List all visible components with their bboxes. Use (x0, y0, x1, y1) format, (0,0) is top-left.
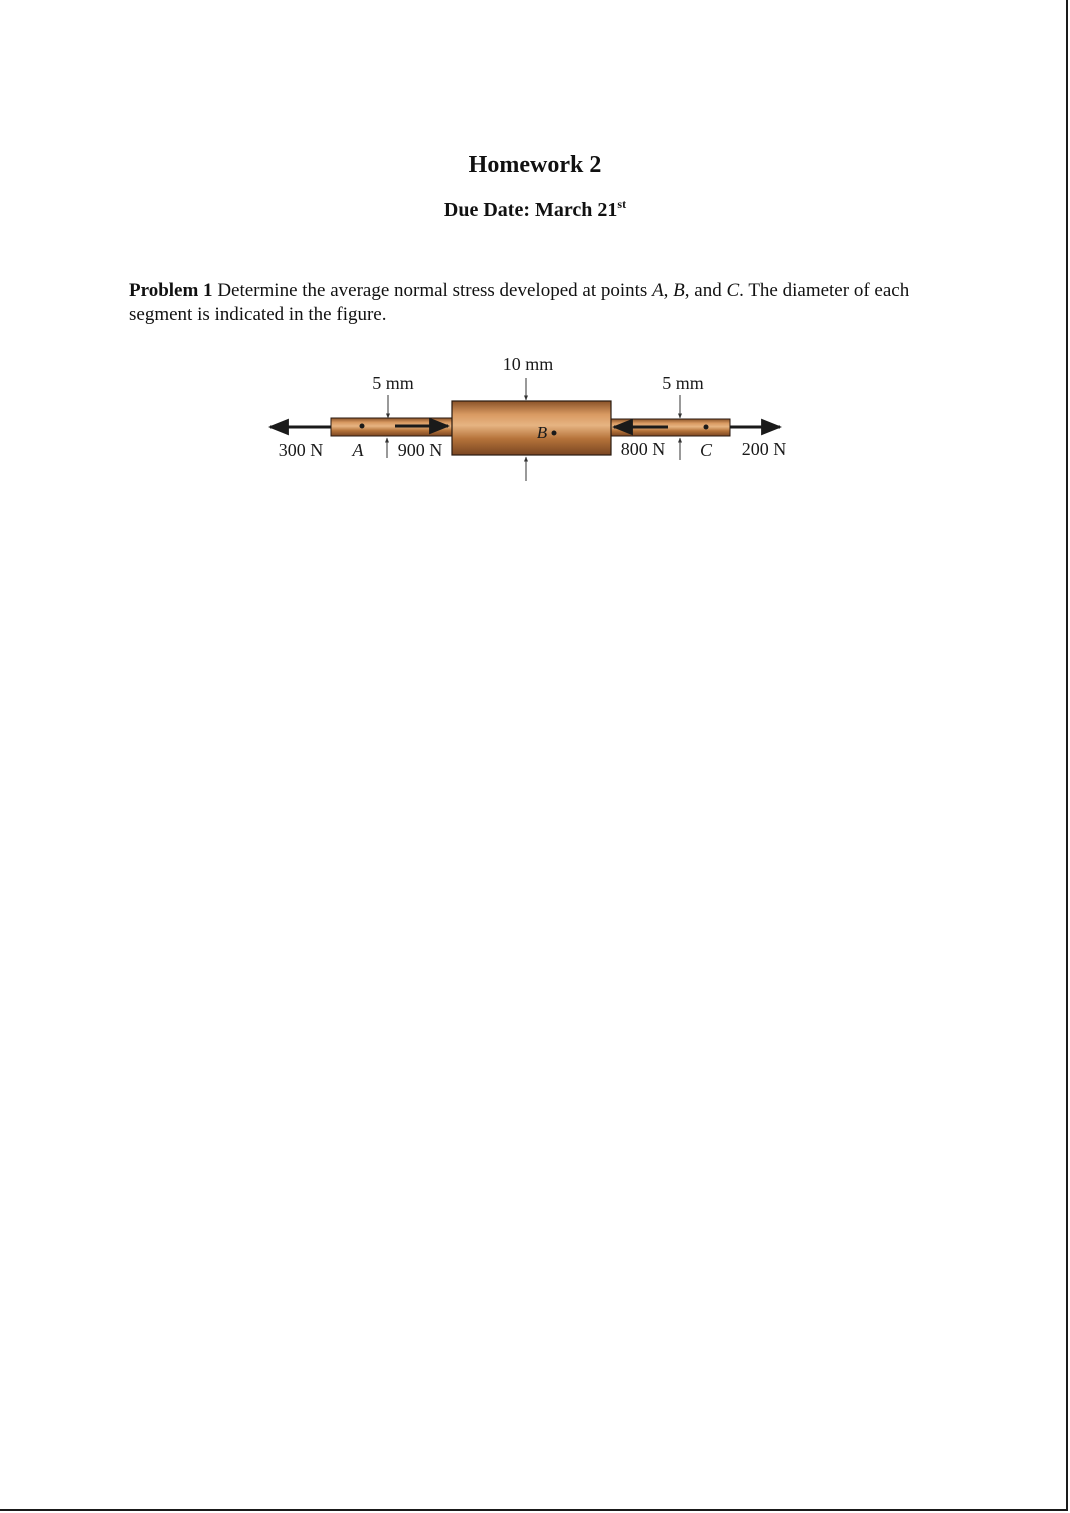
page-title: Homework 2 (468, 152, 602, 178)
middle-rod-segment (452, 401, 611, 455)
due-date-text: Due Date: March 21 (443, 199, 618, 221)
point-c-dot (704, 425, 709, 430)
point-b-ref: B (673, 280, 685, 301)
point-b-label: B (536, 423, 548, 442)
force-left-label: 300 N (278, 440, 324, 460)
page-edge-bottom (0, 1509, 1068, 1511)
problem-sep-2: , and (684, 280, 727, 301)
due-date-suffix: st (617, 197, 627, 211)
point-c-label: C (699, 440, 713, 460)
problem-label: Problem 1 (129, 280, 213, 301)
problem-sep-1: , (663, 280, 674, 301)
due-date (0, 199, 1070, 222)
force-right-label: 200 N (741, 439, 787, 459)
dim-right-label: 5 mm (662, 373, 704, 393)
point-a-dot (360, 424, 365, 429)
bar-figure (262, 345, 802, 490)
point-c-ref: C (726, 280, 740, 301)
point-a-ref: A (652, 280, 664, 301)
dim-middle-label: 10 mm (502, 354, 554, 374)
force-900-label: 900 N (397, 440, 443, 460)
problem-text-1: Determine the average normal stress developed at points (212, 280, 653, 301)
problem-text-2: . The diameter of each segment is indicated in the figure. (129, 280, 910, 325)
dim-left-label: 5 mm (372, 373, 414, 393)
problem-statement (129, 279, 954, 327)
page-edge-right (1066, 0, 1068, 1511)
point-a-label: A (352, 440, 364, 460)
force-800-label: 800 N (620, 439, 666, 459)
point-b-dot (552, 431, 557, 436)
